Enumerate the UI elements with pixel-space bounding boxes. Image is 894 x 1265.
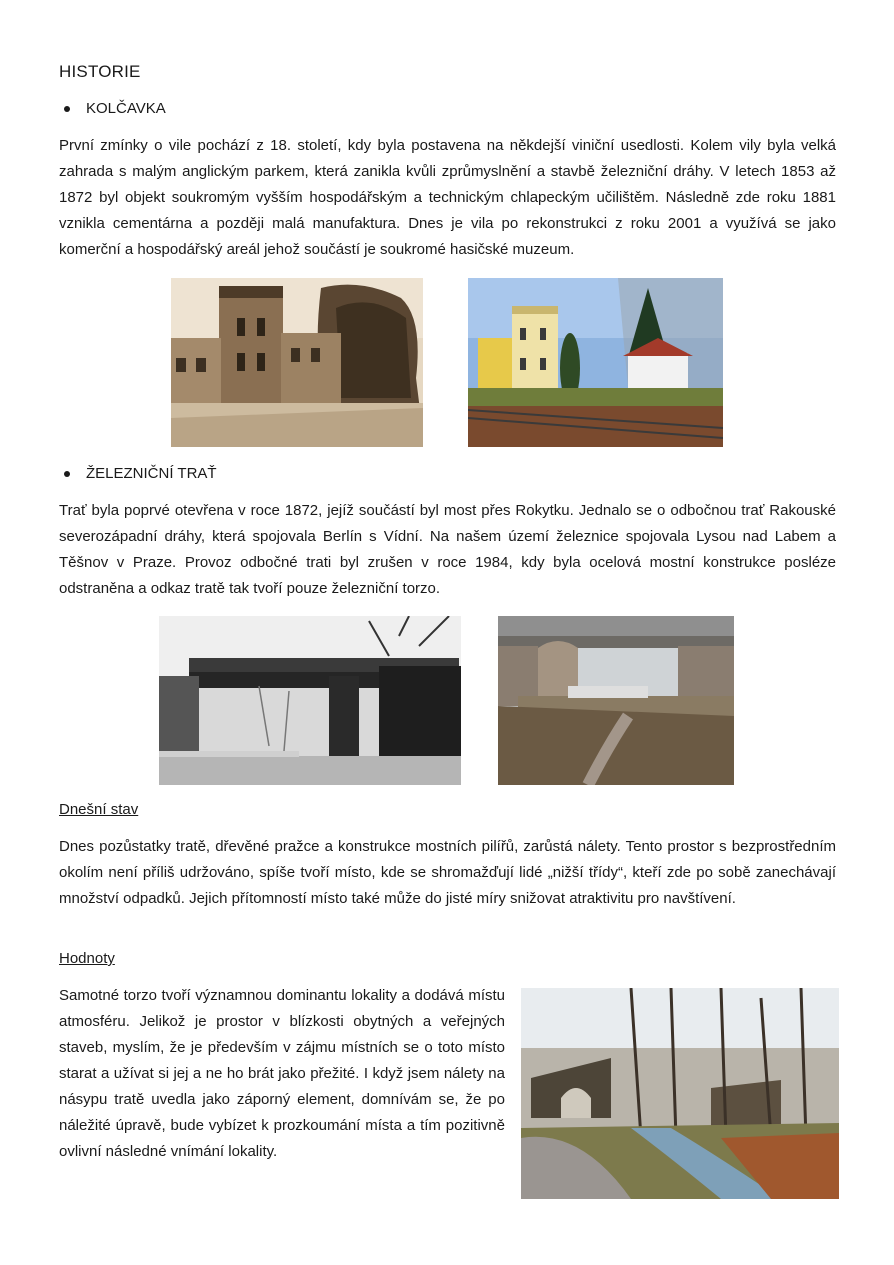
page-title: HISTORIE [59, 62, 141, 81]
values-paragraph: Samotné torzo tvoří významnou dominantu lokality a dodává místu atmosféru. Jelikož je prostor v blízkosti obytných a veřejných staveb, myslím, že je především v zájmu místních se o toto místo starat a užívat si jej a ne ho brát jako přežité. I když jsem nálety na násypu tratě uvedla jako záporný element, domnívám se, že po náležité úpravě, bude vybízet k prozkoumání místa a tím pozitivně ovlivní následné vnímání lokality. [59, 987, 505, 1160]
railway-paragraph: Trať byla poprvé otevřena v roce 1872, jejíž součástí byl most přes Rokytku. Jednalo se o odbočnou trať Rakouské severozápadní dráhy, která spojovala Berlín s Vídní. Na našem území železnice spojovala Lysou nad Labem a Těšnov v Praze. Provoz odbočné trati byl zrušen v roce 1984, kdy byla ocelová mostní konstrukce posléze odstraněna a odkaz tratě tak tvoří pouze železniční torzo. [59, 502, 836, 597]
current-path-photo [521, 988, 839, 1199]
old-bridge-bw-photo [159, 616, 461, 785]
bridge-piers-photo [498, 616, 734, 785]
kolcavka-paragraph: První zmínky o vile pochází z 18. století, kdy byla postavena na někdejší viniční usedlosti. Kolem vily byla velká zahrada s malým anglickým parkem, která zanikla kvůli zprůmyslnění a stavbě železniční dráhy. V letech 1853 až 1872 byl objekt soukromým vyšším hospodářským a technickým chlapeckým učilištěm. Následně zde roku 1881 vznikla cementárna a později malá manufaktura. Dnes je vila po rekonstrukci z roku 2001 a využívá se jako komerční a hospodářský areál jehož součástí je soukromé hasičské muzeum. [59, 137, 836, 258]
bullet-zeleznicni-trat [59, 465, 217, 482]
current-state-paragraph: Dnes pozůstatky tratě, dřevěné pražce a konstrukce mostních pilířů, zarůstá nálety. Tento prostor s bezprostředním okolím není příliš udržováno, spíše tvoří místo, kde se shromažďují lidé „nižší třídy“, kteří zde po sobě zanechávají množství odpadků. Jejich přítomností místo také může do jisté míry snižovat atraktivitu pro navštívení. [59, 838, 836, 907]
bullet-dot-icon [64, 106, 70, 112]
villa-sketch-photo [171, 278, 423, 447]
bullet-label: KOLČAVKA [86, 100, 166, 117]
bullet-dot-icon [64, 471, 70, 477]
villa-today-photo [468, 278, 723, 447]
values-heading: Hodnoty [59, 950, 115, 967]
bullet-label: ŽELEZNIČNÍ TRAŤ [86, 465, 217, 482]
current-state-heading: Dnešní stav [59, 801, 139, 818]
bullet-kolcavka [59, 100, 166, 117]
